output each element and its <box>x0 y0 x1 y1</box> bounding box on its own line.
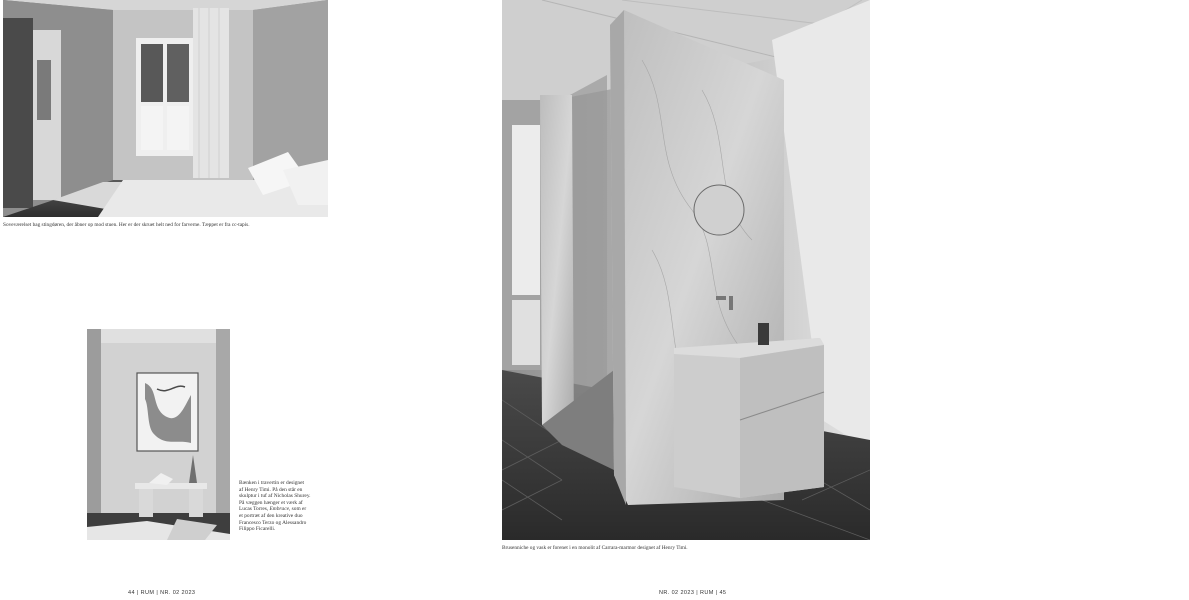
marble-shower-photo <box>502 0 870 540</box>
separator: | <box>696 590 699 596</box>
magazine-name: RUM <box>140 590 155 596</box>
bedroom-photo <box>3 0 328 217</box>
bench-caption-line: Bænken i travertin er designet <box>239 480 304 486</box>
bench-caption-text: Lucas Torres, <box>239 506 270 513</box>
magazine-name: RUM <box>700 590 714 596</box>
bench-caption-line: skulptur i tuf af Nicholas Shurey. <box>239 493 311 500</box>
left-folio <box>128 590 195 596</box>
right-folio <box>659 590 726 596</box>
bench-caption-line: På væggen hænger et værk af <box>239 499 303 506</box>
bench-artwork-photo <box>87 329 230 540</box>
separator: | <box>715 590 718 596</box>
issue-label: NR. 02 2023 <box>659 590 695 596</box>
page-number: 45 <box>719 590 727 596</box>
artwork-title: Embrace <box>269 506 289 513</box>
shower-caption: Brusenniche og vask er forenet i en monolit af Carrara-marmor designet af Henry Timi. <box>502 545 688 551</box>
bench-caption-text: , som er <box>288 506 307 513</box>
bench-caption-line: Francesco Terzo og Alessandro <box>239 519 307 526</box>
separator: | <box>156 590 159 596</box>
separator: | <box>136 590 139 596</box>
bench-caption-line: et portræt af den kreative duo <box>239 512 303 519</box>
bench-caption-line: Filippo Ficarelli. <box>239 526 276 533</box>
page-number: 44 <box>128 590 135 596</box>
bedroom-caption: Soveværelset bag stingdøren, der åbner op mod stuen. Her er der skruet helt ned for farverne. Tæppet er fra cc-tapis. <box>3 222 250 228</box>
bench-caption <box>239 480 337 533</box>
bench-caption-line: af Henry Timi. På den står en <box>239 486 303 493</box>
bench-caption-line <box>239 506 337 513</box>
issue-label: NR. 02 2023 <box>160 590 196 596</box>
